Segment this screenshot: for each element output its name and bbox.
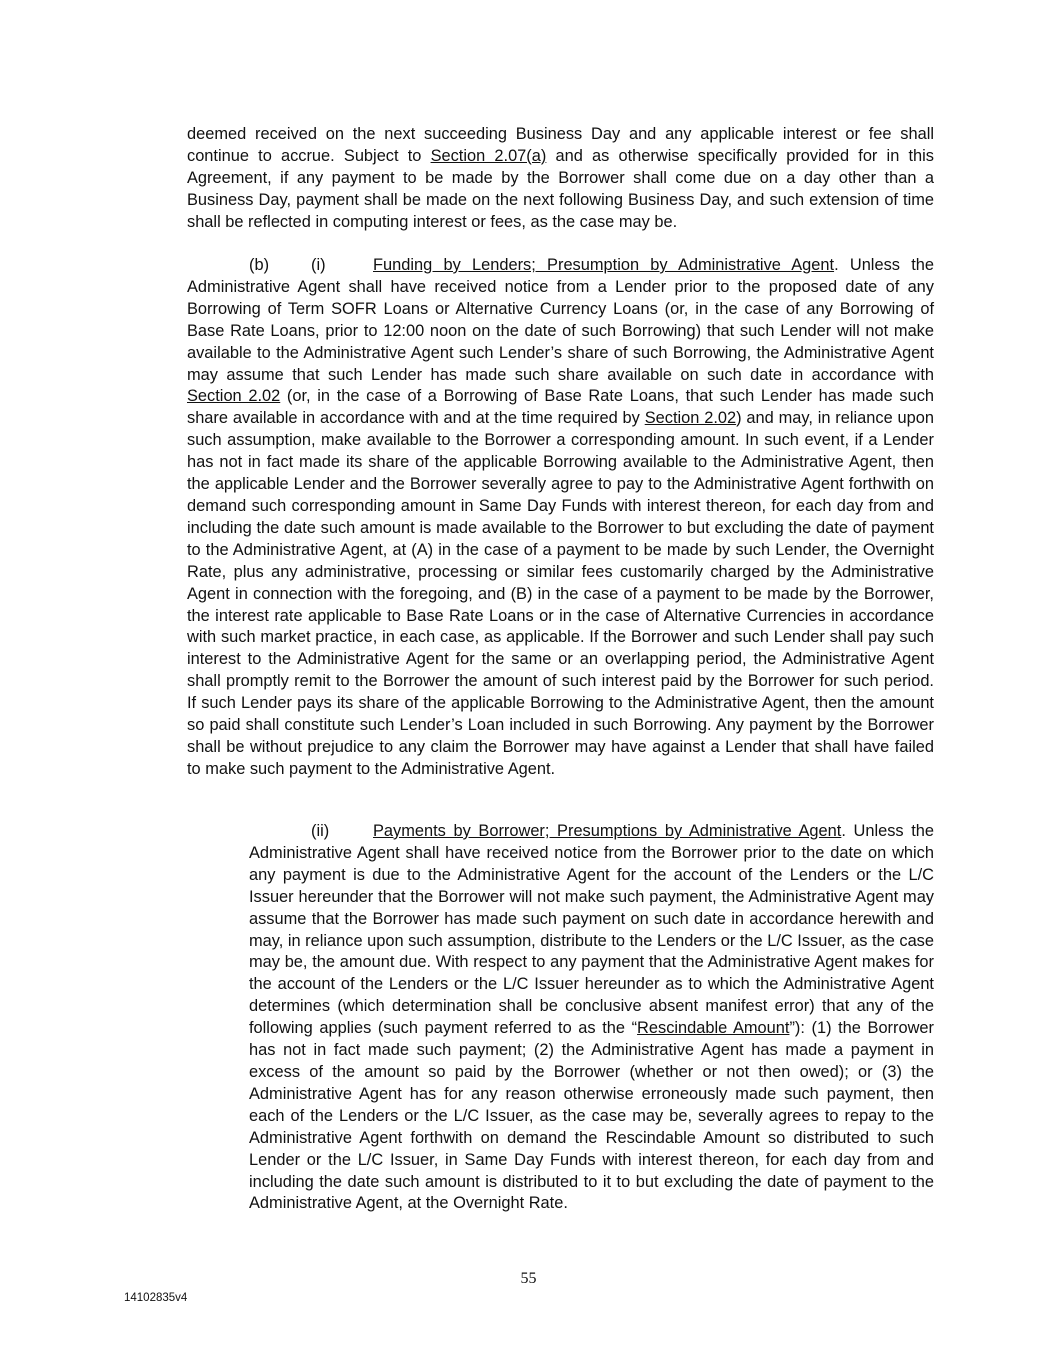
paragraph-b-i <box>187 255 934 781</box>
paragraph-ii <box>249 821 934 1215</box>
paragraph-text: . Unless the Administrative Agent shall have received notice from a Lender prior to the proposed date of any Borrowing of Term SOFR Loans or Alternative Currency Loans (or, in the case of any Borrowing of Base Rate Loans, prior to 12:00 noon on the date of such Borrowing) that such Lender will not make available to the Administrative Agent such Lender’s share of such Borrowing, the Administrative Agent may assume that such Lender has made such share available on such date in accordance with <box>187 256 934 384</box>
paragraph-text: deemed received on the next succeeding Business Day and any applicable interest or fee shall continue to accrue. Subject to <box>187 125 934 165</box>
document-id: 14102835v4 <box>124 1292 188 1304</box>
clause-heading: Funding by Lenders; Presumption by Administrative Agent <box>373 256 835 274</box>
paragraph-continuation <box>187 124 934 234</box>
clause-label-ii: (ii) <box>311 822 330 840</box>
clause-heading: Payments by Borrower; Presumptions by Administrative Agent <box>373 822 842 840</box>
paragraph-text: (or, in the case of a Borrowing of Base Rate Loans, that such Lender has made such share available in accordance with and at the time required by <box>187 387 935 428</box>
defined-term: Rescindable Amount <box>637 1019 790 1038</box>
clause-label-i: (i) <box>311 256 326 274</box>
section-reference: Section 2.02 <box>187 387 281 406</box>
paragraph-text: ) and may, in reliance upon such assumption, make available to the Borrower a corresponding amount. In such event, if a Lender has not in fact made its share of the applicable Borrowing available to the Administrative Agent, then the applicable Lender and the Borrower severally agree to pay to the Administrative Agent forthwith on demand such corresponding amount in Same Day Funds with interest thereon, for each day from and including the date such amount is made available to the Borrower to but excluding the date of payment to the Administrative Agent, at (A) in the case of a payment to be made by such Lender, the Overnight Rate, plus any administrative, processing or similar fees customarily charged by the Administrative Agent in connection with the foregoing, and (B) in the case of a payment to be made by the Borrower, the interest rate applicable to Base Rate Loans or in the case of Alternative Currencies in accordance with such market practice, in each case, as applicable. If the Borrower and such Lender shall pay such interest to the Administrative Agent for the same or an overlapping period, the Administrative Agent shall promptly remit to the Borrower the amount of such interest paid by the Borrower for such period. If such Lender pays its share of the applicable Borrowing to the Administrative Agent, then the amount so paid shall constitute such Lender’s Loan included in such Borrowing. Any payment by the Borrower shall be without prejudice to any claim the Borrower may have against a Lender that shall have failed to make such payment to the Administrative Agent. <box>187 409 934 778</box>
paragraph-text: and as otherwise specifically provided for in this Agreement, if any payment to be made by the Borrower shall come due on a day other than a Business Day, payment shall be made on the next following Business Day, and such extension of time shall be reflected in computing interest or fees, as the case may be. <box>187 146 934 231</box>
clause-label-b: (b) <box>249 256 270 274</box>
paragraph-text: . Unless the Administrative Agent shall have received notice from the Borrower prior to the date on which any payment is due to the Administrative Agent for the account of the Lenders or the L/C Issuer hereunder that the Borrower will not make such payment, the Administrative Agent may assume that the Borrower has made such payment on such date in accordance herewith and may, in reliance upon such assumption, distribute to the Lenders or the L/C Issuer, as the case may be, the amount due. With respect to any payment that the Administrative Agent makes for the account of the Lenders or the L/C Issuer hereunder as to which the Administrative Agent determines (which determination shall be conclusive absent manifest error) that any of the following applies (such payment referred to as the “ <box>249 822 934 1038</box>
paragraph-text: ”): (1) the Borrower has not in fact made such payment; (2) the Administrative Agent has made a payment in excess of the amount so paid by the Borrower (whether or not then owed); or (3) the Administrative Agent has for any reason otherwise erroneously made such payment, then each of the Lenders or the L/C Issuer, as the case may be, severally agrees to repay to the Administrative Agent forthwith on demand the Rescindable Amount so distributed to such Lender or the L/C Issuer, in Same Day Funds with interest thereon, for each day from and including the date such amount is distributed to it to but excluding the date of payment to the Administrative Agent, at the Overnight Rate. <box>249 1019 934 1213</box>
section-reference: Section 2.07(a) <box>430 146 547 165</box>
section-reference: Section 2.02 <box>644 409 737 428</box>
page-number: 55 <box>520 1270 537 1287</box>
